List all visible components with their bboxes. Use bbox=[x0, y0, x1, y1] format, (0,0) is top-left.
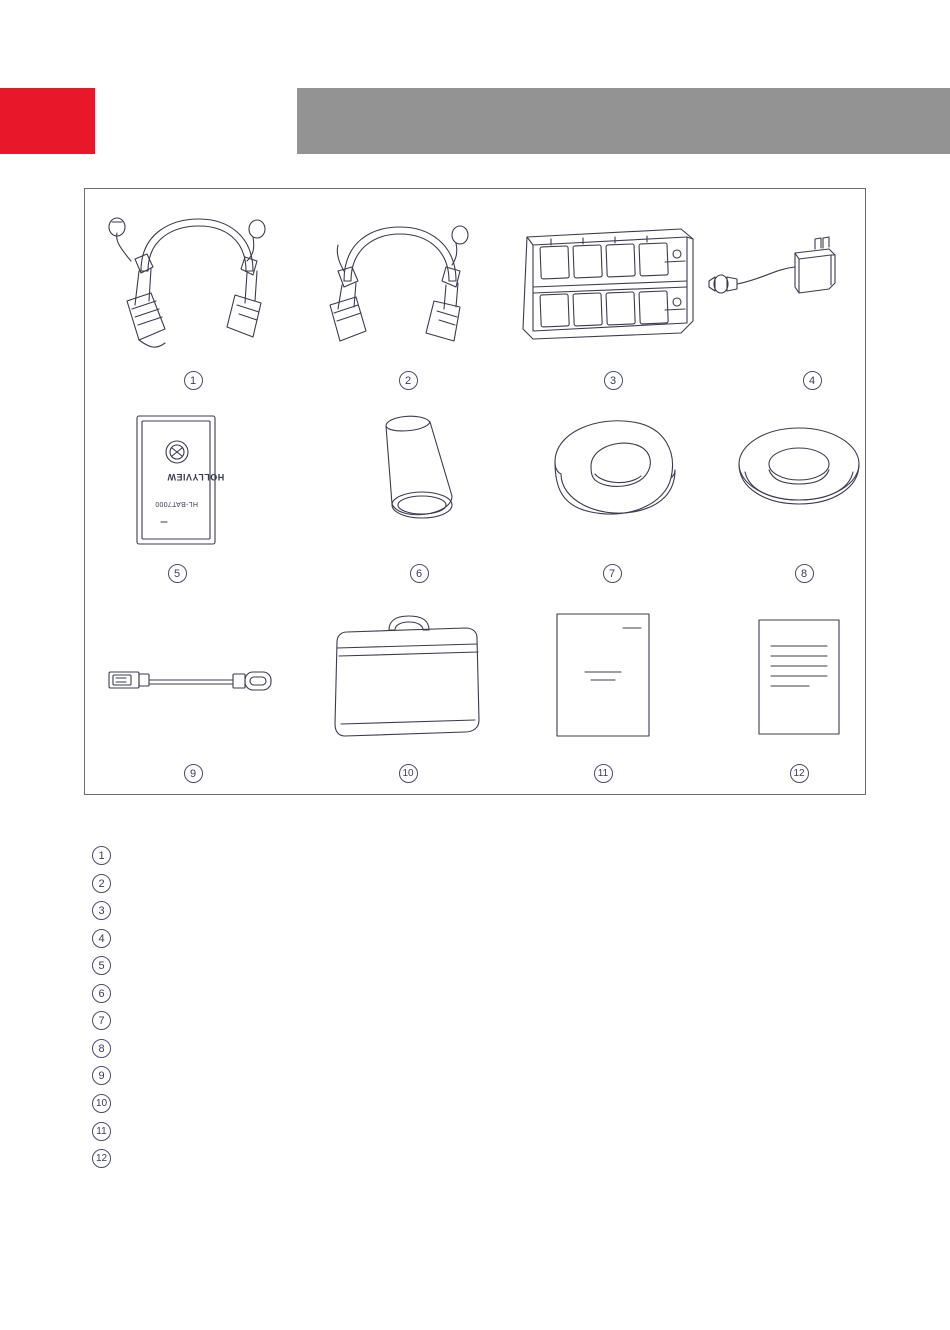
diagram-item-battery-charger bbox=[513, 209, 703, 387]
list-item bbox=[92, 925, 852, 953]
diagram-item-document-sheet bbox=[537, 604, 697, 784]
diagram-item-carrying-case bbox=[315, 604, 505, 784]
legend-number-9: 9 bbox=[92, 1066, 118, 1085]
legend-number-4: 4 bbox=[92, 929, 118, 948]
list-item bbox=[92, 870, 852, 898]
diagram-number-6: 6 bbox=[404, 564, 434, 583]
header-gray-block bbox=[297, 88, 950, 154]
header-red-block bbox=[0, 88, 95, 154]
packing-list-diagram bbox=[84, 188, 866, 795]
packing-list-legend bbox=[92, 842, 852, 1172]
battery-model-label: HL-BAT7000 bbox=[155, 500, 198, 507]
legend-number-3: 3 bbox=[92, 901, 118, 920]
header-white-block bbox=[95, 88, 297, 154]
diagram-number-8: 8 bbox=[789, 564, 819, 583]
legend-number-8: 8 bbox=[92, 1039, 118, 1058]
diagram-number-3: 3 bbox=[598, 371, 628, 390]
diagram-number-4: 4 bbox=[797, 371, 827, 390]
list-item bbox=[92, 1117, 852, 1145]
diagram-number-7: 7 bbox=[597, 564, 627, 583]
list-item bbox=[92, 952, 852, 980]
list-item bbox=[92, 1090, 852, 1118]
diagram-item-manual-sheet bbox=[735, 604, 895, 784]
page-header bbox=[0, 88, 950, 154]
diagram-item-ear-cushion-oval bbox=[525, 404, 695, 584]
diagram-number-12: 12 bbox=[784, 764, 814, 783]
legend-number-12: 12 bbox=[92, 1148, 118, 1168]
legend-number-10: 10 bbox=[92, 1093, 118, 1113]
list-item bbox=[92, 897, 852, 925]
list-item bbox=[92, 1007, 852, 1035]
diagram-item-transmitter-headset bbox=[95, 209, 275, 387]
diagram-item-ear-cushion-ring bbox=[715, 404, 885, 584]
diagram-item-battery-pack bbox=[115, 404, 275, 584]
list-item bbox=[92, 1062, 852, 1090]
brand-label: HOLLYVIEW bbox=[167, 472, 225, 482]
diagram-number-2: 2 bbox=[393, 371, 423, 390]
diagram-number-5: 5 bbox=[162, 564, 192, 583]
legend-number-7: 7 bbox=[92, 1011, 118, 1030]
legend-number-6: 6 bbox=[92, 984, 118, 1003]
diagram-number-11: 11 bbox=[588, 764, 618, 783]
diagram-item-power-adapter bbox=[703, 209, 863, 387]
list-item bbox=[92, 842, 852, 870]
list-item bbox=[92, 1035, 852, 1063]
legend-number-2: 2 bbox=[92, 874, 118, 893]
diagram-number-1: 1 bbox=[178, 371, 208, 390]
diagram-item-usb-cable bbox=[95, 604, 295, 784]
diagram-item-windscreen bbox=[330, 404, 490, 584]
legend-number-11: 11 bbox=[92, 1121, 118, 1141]
legend-number-1: 1 bbox=[92, 846, 118, 865]
list-item bbox=[92, 980, 852, 1008]
legend-number-5: 5 bbox=[92, 956, 118, 975]
diagram-number-10: 10 bbox=[393, 764, 423, 783]
diagram-item-receiver-headset bbox=[310, 209, 490, 387]
diagram-number-9: 9 bbox=[178, 764, 208, 783]
list-item bbox=[92, 1145, 852, 1173]
